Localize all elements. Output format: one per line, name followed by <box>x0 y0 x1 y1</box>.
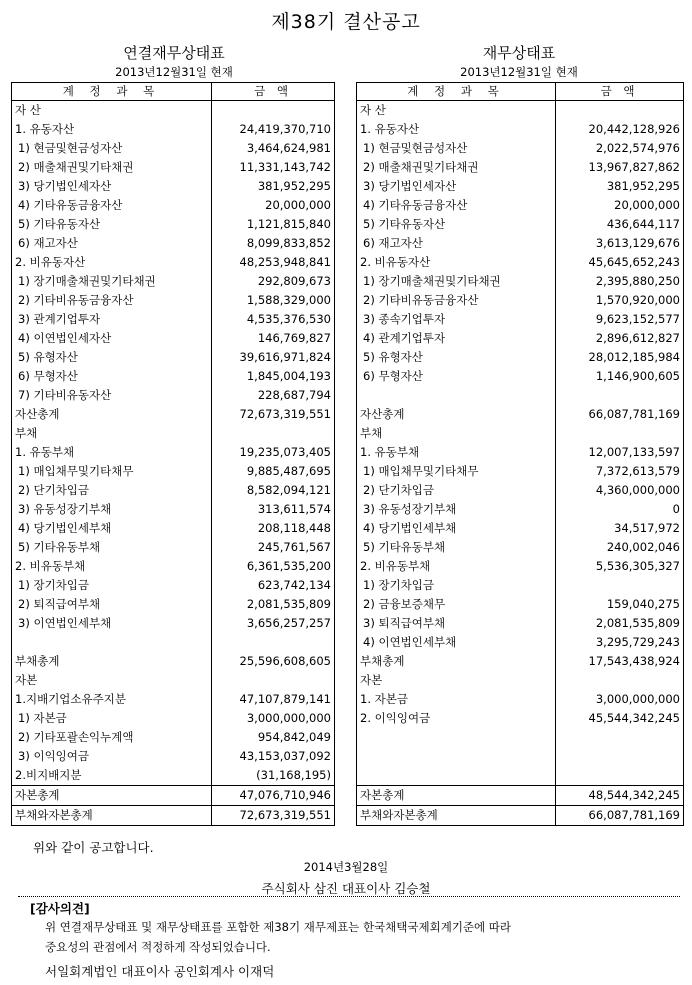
account-label: 7) 기타비유동자산 <box>18 388 112 402</box>
table-row <box>12 671 334 690</box>
amount-value: 72,673,319,551 <box>239 808 331 822</box>
table-row <box>12 614 334 633</box>
account-label: 1) 현금및현금성자산 <box>363 141 468 155</box>
account-label: 2) 기타비유동금융자산 <box>363 293 479 307</box>
amount-value: 34,517,972 <box>614 521 680 535</box>
page-title: 제38기 결산공고 <box>271 11 421 33</box>
table-row <box>12 766 334 785</box>
account-label: 자산총계 <box>15 407 60 421</box>
amount-value: 24,419,370,710 <box>239 122 331 136</box>
amount-value: 245,761,567 <box>257 540 331 554</box>
amount-value: 623,742,134 <box>257 578 331 592</box>
account-label: 2) 금융보증채무 <box>363 597 446 611</box>
table-row <box>357 215 683 234</box>
table-row <box>357 652 683 671</box>
account-label: 자본총계 <box>15 788 60 802</box>
account-label: 6) 무형자산 <box>363 369 423 383</box>
account-label: 3) 이연법인세부채 <box>18 616 112 630</box>
amount-value <box>555 747 683 766</box>
consolidated-title: 연결재무상태표 <box>123 44 225 62</box>
table-row <box>12 215 334 234</box>
amount-value: (31,168,195) <box>256 768 331 782</box>
notice-text: 위와 같이 공고합니다. <box>33 840 154 855</box>
table-row <box>12 101 334 120</box>
account-label: 1) 자본금 <box>18 711 67 725</box>
table-row <box>357 310 683 329</box>
amount-header: 금 액 <box>600 84 639 98</box>
amount-value <box>211 424 334 443</box>
amount-value: 17,543,438,924 <box>588 654 680 668</box>
table-row <box>357 557 683 576</box>
table-row <box>12 728 334 747</box>
table-row <box>357 747 683 766</box>
account-label: 4) 이연법인세자산 <box>18 331 112 345</box>
account-label: 5) 기타유동부채 <box>363 540 446 554</box>
audit-text-line1: 위 연결재무상태표 및 재무상태표를 포함한 제38기 재무제표는 한국채택국제회계기준에 따라 <box>45 920 512 934</box>
account-label: 2.비지배지분 <box>15 768 82 782</box>
account-label <box>357 747 555 766</box>
amount-value: 1,845,004,193 <box>246 369 331 383</box>
amount-value: 1,570,920,000 <box>595 293 680 307</box>
table-row <box>357 348 683 367</box>
amount-value: 48,544,342,245 <box>588 788 680 802</box>
table-row <box>357 709 683 728</box>
table-row <box>12 291 334 310</box>
account-label: 3) 종속기업투자 <box>363 312 446 326</box>
amount-value: 45,645,652,243 <box>588 255 680 269</box>
account-label: 1) 장기매출채권및기타채권 <box>18 274 156 288</box>
table-row <box>12 177 334 196</box>
table-row <box>12 424 334 443</box>
table-row <box>12 253 334 272</box>
account-label: 4) 당기법인세부채 <box>363 521 457 535</box>
account-label: 4) 기타유동금융자산 <box>18 198 123 212</box>
auditor-signature: 서일회계법인 대표이사 공인회계사 이재덕 <box>45 964 275 979</box>
amount-value: 2,081,535,809 <box>595 616 680 630</box>
table-row <box>12 386 334 405</box>
table-row <box>12 158 334 177</box>
table-row <box>357 633 683 652</box>
amount-value: 72,673,319,551 <box>239 407 331 421</box>
amount-value: 43,153,037,092 <box>239 749 331 763</box>
amount-value: 208,118,448 <box>257 521 331 535</box>
table-row <box>12 462 334 481</box>
table-row <box>12 652 334 671</box>
table-row <box>12 709 334 728</box>
account-label: 3) 퇴직급여부채 <box>363 616 446 630</box>
amount-value: 19,235,073,405 <box>239 445 331 459</box>
table-body <box>357 101 683 825</box>
consolidated-date: 2013년12월31일 현재 <box>115 65 233 79</box>
amount-value: 9,885,487,695 <box>246 464 331 478</box>
account-label <box>357 766 555 785</box>
amount-value: 20,000,000 <box>265 198 331 212</box>
table-row <box>12 348 334 367</box>
amount-value: 45,544,342,245 <box>588 711 680 725</box>
account-label <box>12 633 211 652</box>
table-row <box>12 747 334 766</box>
amount-value <box>555 576 683 595</box>
account-label: 5) 기타유동자산 <box>18 217 101 231</box>
table-row <box>12 443 334 462</box>
account-label: 2. 비유동부채 <box>15 559 86 573</box>
table-row <box>357 500 683 519</box>
amount-value: 12,007,133,597 <box>588 445 680 459</box>
table-row <box>12 785 334 805</box>
table-row <box>12 272 334 291</box>
table-row <box>357 538 683 557</box>
amount-value: 146,769,827 <box>257 331 331 345</box>
table-row <box>357 671 683 690</box>
table-row <box>12 538 334 557</box>
separate-date: 2013년12월31일 현재 <box>460 65 578 79</box>
audit-text-line2: 중요성의 관점에서 적정하게 작성되었습니다. <box>45 940 271 954</box>
table-row <box>12 557 334 576</box>
amount-value: 9,623,152,577 <box>595 312 680 326</box>
amount-value <box>555 386 683 405</box>
account-label: 6) 무형자산 <box>18 369 78 383</box>
account-label: 4) 기타유동금융자산 <box>363 198 468 212</box>
account-label: 4) 이연법인세부채 <box>363 635 457 649</box>
audit-heading: [감사의견] <box>30 901 90 916</box>
account-header: 계 정 과 목 <box>357 83 556 100</box>
table-row <box>12 367 334 386</box>
table-row <box>357 234 683 253</box>
account-label <box>357 386 555 405</box>
amount-value <box>555 424 683 443</box>
amount-value: 25,596,608,605 <box>239 654 331 668</box>
amount-value: 28,012,185,984 <box>588 350 680 364</box>
amount-value: 240,002,046 <box>606 540 680 554</box>
table-row <box>12 633 334 652</box>
account-label: 5) 기타유동부채 <box>18 540 101 554</box>
account-label: 3) 유동성장기부채 <box>18 502 112 516</box>
separate-title: 재무상태표 <box>482 44 556 62</box>
amount-value: 39,616,971,824 <box>239 350 331 364</box>
table-row <box>357 272 683 291</box>
table-row <box>357 196 683 215</box>
table-row <box>357 101 683 120</box>
account-label: 5) 기타유동자산 <box>363 217 446 231</box>
amount-value: 159,040,275 <box>606 597 680 611</box>
table-row <box>357 481 683 500</box>
account-label: 3) 당기법인세자산 <box>363 179 457 193</box>
amount-value <box>555 671 683 690</box>
account-label: 2. 비유동부채 <box>360 559 431 573</box>
account-label: 2) 기타비유동금융자산 <box>18 293 134 307</box>
table-row <box>357 139 683 158</box>
amount-value: 2,081,535,809 <box>246 597 331 611</box>
account-label: 3) 당기법인세자산 <box>18 179 112 193</box>
account-label: 2. 비유동자산 <box>15 255 86 269</box>
table-row <box>12 500 334 519</box>
table-row <box>12 234 334 253</box>
amount-value: 8,582,094,121 <box>246 483 331 497</box>
table-row <box>12 196 334 215</box>
account-label: 1. 유동자산 <box>15 122 75 136</box>
account-label: 부채와자본총계 <box>15 808 93 822</box>
table-row <box>357 614 683 633</box>
amount-value: 2,395,880,250 <box>595 274 680 288</box>
amount-value: 5,536,305,327 <box>595 559 680 573</box>
amount-value: 11,331,143,742 <box>239 160 331 174</box>
account-label: 2) 퇴직급여부채 <box>18 597 101 611</box>
amount-value <box>555 728 683 747</box>
account-label: 2) 단기차입금 <box>18 483 90 497</box>
account-label: 자산총계 <box>360 407 405 421</box>
amount-value: 3,000,000,000 <box>595 692 680 706</box>
table-row <box>357 367 683 386</box>
table-row <box>357 291 683 310</box>
amount-value: 20,442,128,926 <box>588 122 680 136</box>
table-row <box>357 405 683 424</box>
account-label: 2. 비유동자산 <box>360 255 431 269</box>
table-header <box>12 83 334 101</box>
account-label: 2) 기타포괄손익누계액 <box>18 730 134 744</box>
amount-value: 3,464,624,981 <box>246 141 331 155</box>
amount-value: 8,099,833,852 <box>246 236 331 250</box>
account-label: 1.지배기업소유주지분 <box>15 692 126 706</box>
amount-value: 3,000,000,000 <box>246 711 331 725</box>
amount-value: 66,087,781,169 <box>588 808 680 822</box>
account-label: 1) 장기차입금 <box>18 578 90 592</box>
account-label: 1. 자본금 <box>360 692 408 706</box>
account-label: 부채 <box>15 426 38 440</box>
account-label: 4) 관계기업투자 <box>363 331 446 345</box>
amount-value: 6,361,535,200 <box>246 559 331 573</box>
account-label: 1. 유동부채 <box>15 445 75 459</box>
table-row <box>12 805 334 825</box>
table-row <box>357 805 683 825</box>
consolidated-table <box>11 82 335 826</box>
amount-value: 2,896,612,827 <box>595 331 680 345</box>
divider <box>18 896 680 897</box>
account-label: 5) 유형자산 <box>18 350 78 364</box>
account-label: 부채와자본총계 <box>360 808 438 822</box>
table-row <box>357 424 683 443</box>
amount-value: 1,588,329,000 <box>246 293 331 307</box>
amount-value: 436,644,117 <box>606 217 680 231</box>
account-label: 부채총계 <box>360 654 405 668</box>
account-label: 6) 재고자산 <box>18 236 78 250</box>
amount-value <box>211 671 334 690</box>
account-label: 자본 <box>360 673 383 687</box>
table-row <box>12 690 334 709</box>
table-row <box>357 120 683 139</box>
amount-value: 1,146,900,605 <box>595 369 680 383</box>
table-row <box>357 728 683 747</box>
account-label: 2. 이익잉여금 <box>360 711 431 725</box>
account-label: 3) 유동성장기부채 <box>363 502 457 516</box>
account-label: 1) 장기차입금 <box>363 578 435 592</box>
account-label: 2) 매출채권및기타채권 <box>363 160 479 174</box>
table-row <box>12 595 334 614</box>
account-label: 1) 장기매출채권및기타채권 <box>363 274 501 288</box>
table-row <box>357 329 683 348</box>
amount-value <box>211 633 334 652</box>
account-label: 6) 재고자산 <box>363 236 423 250</box>
amount-value <box>555 101 683 120</box>
account-label: 4) 당기법인세부채 <box>18 521 112 535</box>
account-label: 1) 현금및현금성자산 <box>18 141 123 155</box>
table-body <box>12 101 334 825</box>
account-label: 자본 <box>15 673 38 687</box>
amount-value: 228,687,794 <box>257 388 331 402</box>
account-label <box>357 728 555 747</box>
amount-value: 7,372,613,579 <box>595 464 680 478</box>
table-row <box>357 462 683 481</box>
amount-value <box>211 101 334 120</box>
amount-value: 2,022,574,976 <box>595 141 680 155</box>
table-row <box>12 329 334 348</box>
account-label: 5) 유형자산 <box>363 350 423 364</box>
amount-value: 3,613,129,676 <box>595 236 680 250</box>
table-row <box>357 158 683 177</box>
amount-value: 3,656,257,257 <box>246 616 331 630</box>
separate-table <box>356 82 684 826</box>
account-label: 자본총계 <box>360 788 405 802</box>
table-row <box>357 177 683 196</box>
notice-date: 2014년3월28일 <box>303 860 389 874</box>
table-row <box>357 766 683 785</box>
amount-value: 48,253,948,841 <box>239 255 331 269</box>
table-row <box>12 576 334 595</box>
company-signature: 주식회사 삼진 대표이사 김승철 <box>261 881 431 896</box>
table-row <box>357 690 683 709</box>
amount-value: 954,842,049 <box>257 730 331 744</box>
amount-value <box>555 766 683 785</box>
amount-value: 66,087,781,169 <box>588 407 680 421</box>
account-label: 자 산 <box>360 103 386 117</box>
table-row <box>357 253 683 272</box>
account-label: 2) 단기차입금 <box>363 483 435 497</box>
account-label: 3) 이익잉여금 <box>18 749 90 763</box>
amount-value: 4,535,376,530 <box>246 312 331 326</box>
amount-value: 1,121,815,840 <box>246 217 331 231</box>
table-row <box>12 405 334 424</box>
table-row <box>357 519 683 538</box>
table-row <box>357 386 683 405</box>
table-row <box>12 310 334 329</box>
account-label: 1) 매입채무및기타채무 <box>18 464 134 478</box>
amount-value: 313,611,574 <box>257 502 331 516</box>
table-row <box>12 120 334 139</box>
account-label: 부채총계 <box>15 654 60 668</box>
amount-value: 47,076,710,946 <box>239 788 331 802</box>
amount-value: 3,295,729,243 <box>595 635 680 649</box>
table-row <box>357 443 683 462</box>
account-label: 1. 유동부채 <box>360 445 420 459</box>
table-row <box>357 576 683 595</box>
amount-header: 금 액 <box>254 84 292 98</box>
amount-value: 292,809,673 <box>257 274 331 288</box>
table-header <box>357 83 683 101</box>
amount-value: 20,000,000 <box>614 198 680 212</box>
account-label: 1) 매입채무및기타채무 <box>363 464 479 478</box>
account-label: 2) 매출채권및기타채권 <box>18 160 134 174</box>
table-row <box>12 481 334 500</box>
amount-value: 13,967,827,862 <box>588 160 680 174</box>
account-label: 자 산 <box>15 103 41 117</box>
table-row <box>357 785 683 805</box>
amount-value: 47,107,879,141 <box>239 692 331 706</box>
amount-value: 0 <box>672 502 680 516</box>
account-label: 부채 <box>360 426 383 440</box>
account-label: 1. 유동자산 <box>360 122 420 136</box>
account-label: 3) 관계기업투자 <box>18 312 101 326</box>
amount-value: 381,952,295 <box>606 179 680 193</box>
amount-value: 381,952,295 <box>257 179 331 193</box>
table-row <box>12 139 334 158</box>
table-row <box>12 519 334 538</box>
account-header: 계 정 과 목 <box>12 83 212 100</box>
table-row <box>357 595 683 614</box>
amount-value: 4,360,000,000 <box>595 483 680 497</box>
